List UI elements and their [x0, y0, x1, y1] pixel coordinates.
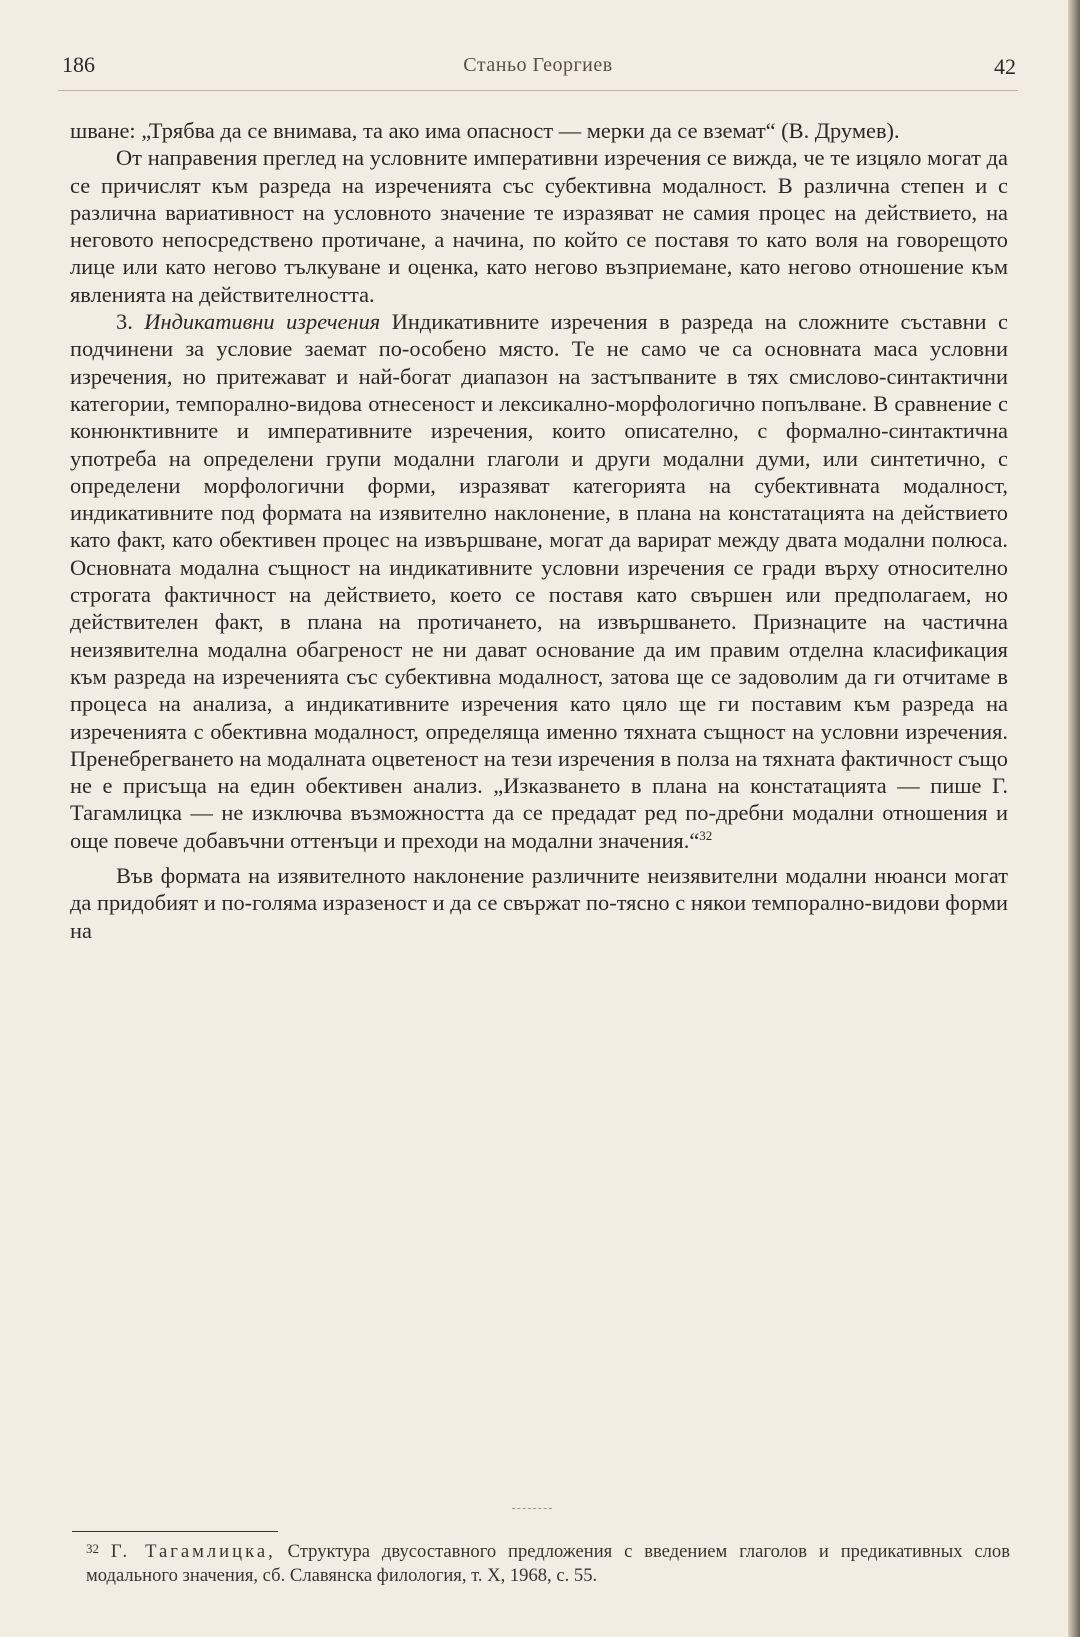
paragraph-1: шване: „Трябва да се внимава, та ако има опасност — мерки да се вземат“ (В. Друмев).: [70, 118, 900, 143]
paragraph-2: От направения преглед на условните императивни изречения се вижда, че те изцяло могат да се причислят към разреда на изреченията със субективна модалност. В различна степен и с различна вариативност на условното значение те изразяват не самия процес на действието, на неговото непосредствено протичане, а начина, по който се поставя то като воля на говорещото лице или като негово тълкуване и оценка, като негово възприемане, като негово отношение към явленията на действителността.: [70, 145, 1008, 307]
running-title: Станьо Георгиев: [463, 54, 613, 76]
page-edge-shadow: [1068, 0, 1080, 1637]
footnote-author: Г. Тагамлицка,: [110, 1541, 276, 1562]
section-number-label: 3.: [116, 309, 133, 335]
footnote-divider: [72, 1531, 278, 1532]
running-header: [58, 50, 1018, 91]
body-text: [70, 117, 1008, 944]
section-number: 42: [994, 54, 1016, 79]
pencil-mark: [512, 1508, 552, 1509]
paragraph-3-text: Индикативните изречения в разреда на сложните съставни с подчинени за условие заемат по-особено място. Те не само че са основната маса условни изречения, но притежават и най-богат диапазон на застъпваните в тях смислово-синтактични категории, темпорално-видова отнесеност и лексикално-морфологично попълване. В сравнение с конюнктивните и императивните изречения, които описателно, с формално-синтактична употреба на определени групи модални глаголи и други модални думи, или синтетично, с определени морфологични форми, изразяват категорията на субективната модалност, индикативните под формата на изявително наклонение, в плана на констатацията на действието като факт, като обективен процес на извършване, могат да варират между двата модални полюса. Основната модална същност на индикативните условни изречения се гради върху относително строгата фактичност на действието, което се поставя като свършен или предполагаем, но действителен факт, в плана на протичането, на извършването. Признаците на частична неизявителна модална обагреност не ни дават основание да им правим отделна класификация към разреда на изреченията със субективна модалност, затова ще се задоволим да ги отчитаме в процеса на анализа, а индикативните изречения като цяло ще ги поставим към разреда на изреченията с обективна модалност, определяща именно тяхната същност на условни изречения. Пренебрегването на модалната оцветеност на тези изречения в полза на тяхната фактичност също не е присъща на един обективен анализ. „Изказването в плана на констатацията — пише Г. Тагамлицка — не изключва възможността да се предадат ред по-дребни модални отношения и още повече добавъчни оттенъци и преходи на модални значения.“: [70, 309, 1008, 853]
page-number: 186: [62, 52, 95, 77]
footnote: [86, 1540, 1010, 1588]
paragraph-4: Във формата на изявителното наклонение различните неизявителни модални нюанси могат да придобият и по-голяма изразеност и да се свържат по-тясно с някои темпорално-видови форми на: [70, 863, 1008, 943]
footnote-number: 32: [86, 1541, 99, 1556]
section-heading: Индикативни изречения: [144, 309, 381, 335]
footnote-reference: 32: [699, 827, 713, 843]
footnote-text: Структура двусоставного предложения с введением глаголов и предикативных слов модального значения, сб. Славянска филология, т. X, 1968, с. 55.: [86, 1541, 1011, 1586]
paragraph-3: [70, 308, 1008, 854]
